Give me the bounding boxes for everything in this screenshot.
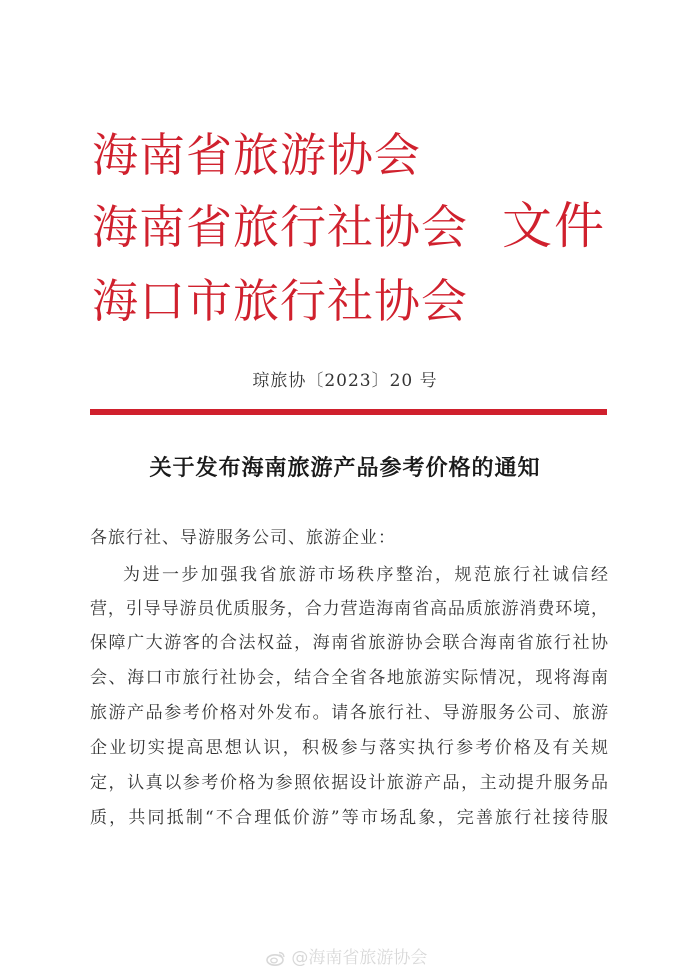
weibo-watermark bbox=[266, 947, 427, 969]
letterhead bbox=[92, 118, 652, 328]
body-text-line: 定，认真以参考价格为参照依据设计旅游产品，主动提升服务品 bbox=[90, 773, 608, 793]
watermark-text: @海南省旅游协会 bbox=[291, 948, 428, 968]
body-text-line: 会、海口市旅行社协会，结合全省各地旅游实际情况，现将海南 bbox=[90, 668, 608, 688]
body-text-line: 旅游产品参考价格对外发布。请各旅行社、导游服务公司、旅游 bbox=[90, 703, 608, 723]
body-text-line: 企业切实提高思想认识，积极参与落实执行参考价格及有关规 bbox=[90, 738, 608, 758]
red-divider-line bbox=[90, 409, 607, 415]
body-text-line: 营，引导导游员优质服务，合力营造海南省高品质旅游消费环境， bbox=[90, 599, 608, 619]
document-number: 琼旅协〔2023〕20 号 bbox=[252, 371, 438, 391]
weibo-logo-icon bbox=[266, 948, 291, 968]
org-name-hainan-tourism-association: 海南省旅游协会 bbox=[92, 128, 421, 182]
org-name-hainan-travel-agency-association: 海南省旅行社协会 bbox=[92, 200, 468, 254]
org-name-haikou-travel-agency-association: 海口市旅行社协会 bbox=[92, 274, 468, 328]
salutation: 各旅行社、导游服务公司、旅游企业： bbox=[90, 528, 396, 548]
body-text-line: 为进一步加强我省旅游市场秩序整治，规范旅行社诚信经 bbox=[123, 565, 608, 585]
body-text-line: 质，共同抵制“不合理低价游”等市场乱象，完善旅行社接待服 bbox=[90, 808, 608, 828]
notice-title: 关于发布海南旅游产品参考价格的通知 bbox=[149, 455, 541, 481]
doc-type-label: 文件 bbox=[502, 197, 606, 255]
body-text-line: 保障广大游客的合法权益，海南省旅游协会联合海南省旅行社协 bbox=[90, 633, 608, 653]
